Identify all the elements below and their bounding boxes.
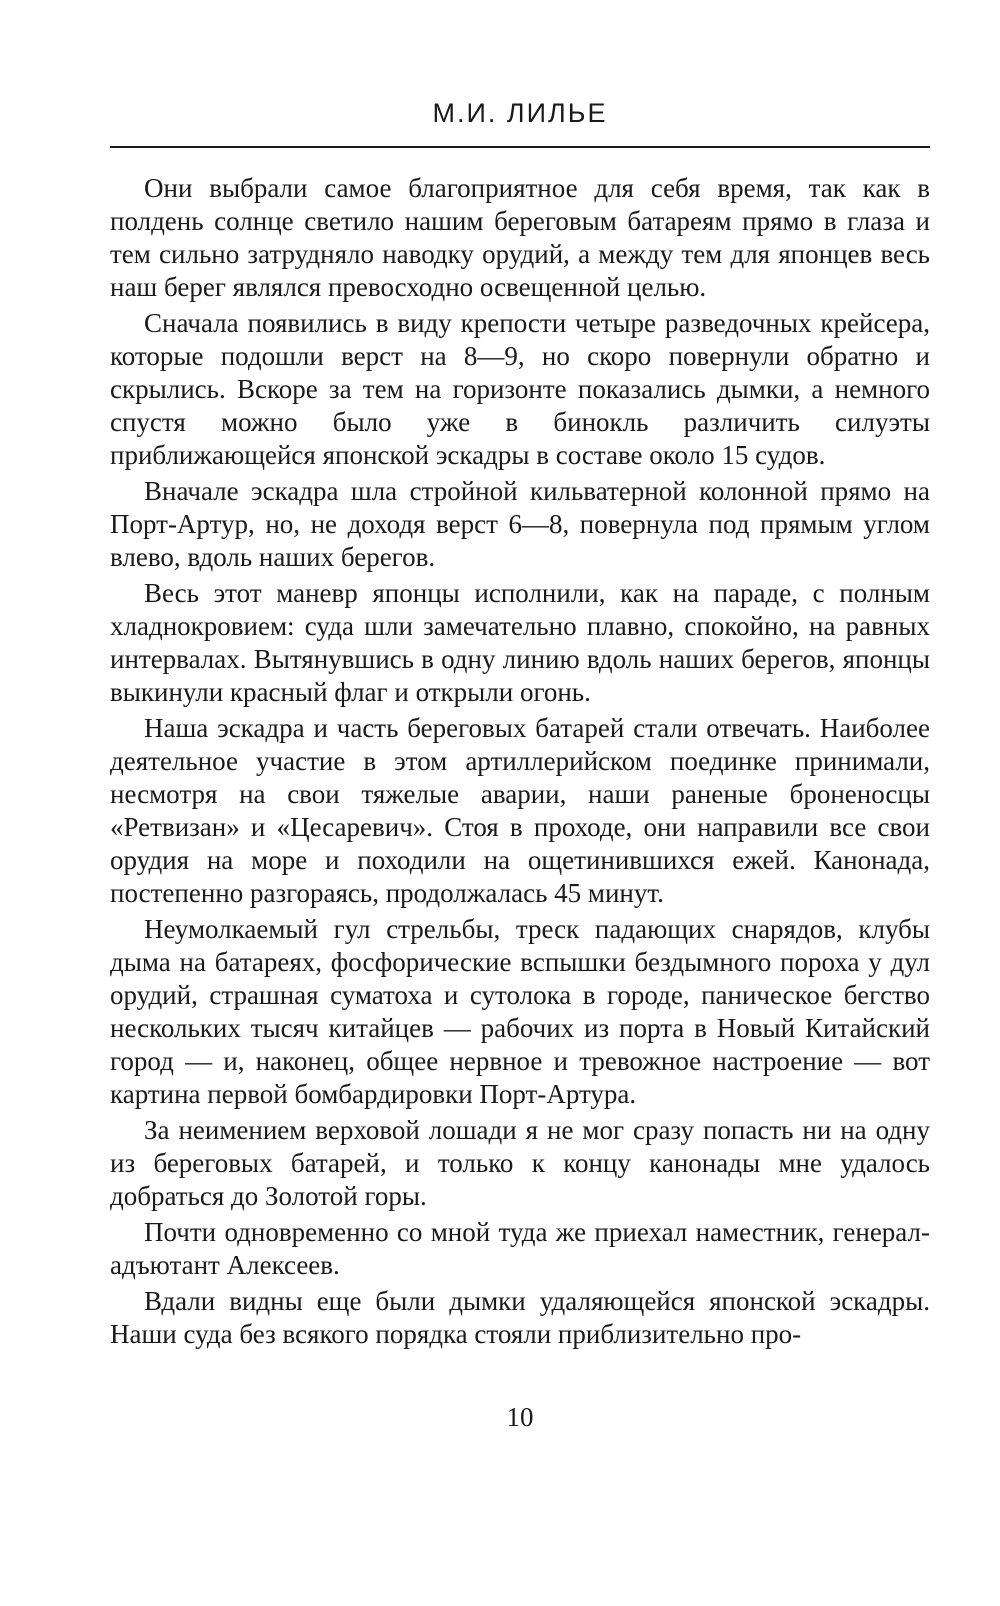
paragraph: Они выбрали самое благоприятное для себя время, так как в полдень солнце светило нашим береговым батареям прямо в глаза и тем сильно затрудняло наводку орудий, а между тем для японцев весь наш берег являлся превосходно освещенной целью.	[110, 173, 930, 302]
paragraph: Вдали видны еще были дымки удаляющейся японской эскадры. Наши суда без всякого порядка стояли приблизительно про-	[110, 1286, 930, 1349]
body-text	[110, 172, 930, 1354]
paragraph: Сначала появились в виду крепости четыре разведочных крейсера, которые подошли верст на 8—9, но скоро повернули обратно и скрылись. Вскоре за тем на горизонте показались дымки, а немного спустя можно было уже в бинокль различить силуэты приближающейся японской эскадры в составе около 15 судов.	[110, 308, 930, 470]
paragraph: Неумолкаемый гул стрельбы, треск падающих снарядов, клубы дыма на батареях, фосфорические вспышки бездымного пороха у дул орудий, страшная суматоха и сутолока в городе, паническое бегство нескольких тысяч китайцев — рабочих из порта в Новый Китайский город — и, наконец, общее нервное и тревожное настроение — вот картина первой бомбардировки Порт-Артура.	[110, 914, 930, 1109]
paragraph: Почти одновременно со мной туда же приехал наместник, генерал-адъютант Алексеев.	[110, 1217, 930, 1280]
header-rule	[110, 146, 930, 148]
paragraph: Весь этот маневр японцы исполнили, как на параде, с полным хладнокровием: суда шли замечательно плавно, спокойно, на равных интервалах. Вытянувшись в одну линию вдоль наших берегов, японцы выкинули красный флаг и открыли огонь.	[110, 578, 930, 707]
page-number: 10	[506, 1402, 534, 1432]
paragraph: Вначале эскадра шла стройной кильватерной колонной прямо на Порт-Артур, но, не доходя верст 6—8, повернула под прямым углом влево, вдоль наших берегов.	[110, 476, 930, 572]
running-title: М.И. ЛИЛЬЕ	[432, 98, 608, 128]
paragraph: Наша эскадра и часть береговых батарей стали отвечать. Наиболее деятельное участие в этом артиллерийском поединке принимали, несмотря на свои тяжелые аварии, наши раненые броненосцы «Ретвизан» и «Цесаревич». Стоя в проходе, они направили все свои орудия на море и походили на ощетинившихся ежей. Канонада, постепенно разгораясь, продолжалась 45 минут.	[110, 713, 930, 908]
paragraph: За неимением верховой лошади я не мог сразу попасть ни на одну из береговых батарей, и только к концу канонады мне удалось добраться до Золотой горы.	[110, 1115, 930, 1211]
